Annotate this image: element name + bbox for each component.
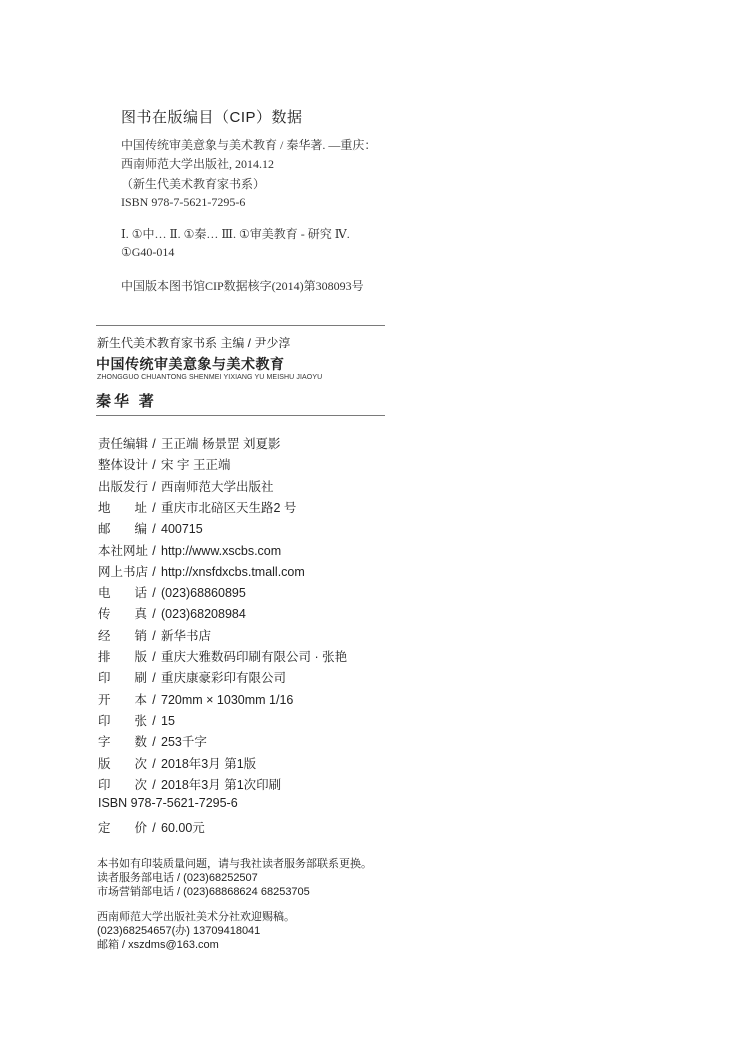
- footer-line: (023)68254657(办) 13709418041: [97, 925, 261, 937]
- info-row: [98, 732, 207, 750]
- book-title: 中国传统审美意象与美术教育: [96, 358, 285, 373]
- info-separator: /: [152, 437, 156, 451]
- book-author: 秦华 著: [96, 394, 157, 410]
- info-label: 字数: [98, 735, 147, 750]
- info-separator: /: [152, 586, 156, 601]
- info-row: [98, 690, 293, 708]
- cip-line: ①G40-014: [121, 245, 175, 259]
- cip-line: 中国版本图书馆CIP数据核字(2014)第308093号: [121, 279, 364, 293]
- info-value: 宋 宇 王正端: [161, 458, 231, 473]
- info-row: [98, 477, 274, 495]
- info-row: [98, 754, 256, 772]
- divider: [96, 325, 385, 326]
- info-value: http://xnsfdxcbs.tmall.com: [161, 564, 305, 579]
- footer-line: 西南师范大学出版社美术分社欢迎赐稿。: [97, 911, 295, 923]
- footer-line: 读者服务部电话 / (023)68252507: [97, 872, 258, 884]
- info-label: 责任编辑: [98, 437, 149, 451]
- cip-line: （新生代美术教育家书系）: [121, 177, 266, 191]
- divider: [96, 415, 385, 416]
- info-value: 2018年3月 第1次印刷: [161, 777, 282, 792]
- info-label: 传真: [98, 607, 147, 622]
- info-separator: /: [152, 671, 156, 686]
- cip-line: 西南师范大学出版社, 2014.12: [121, 157, 275, 171]
- info-value: 253千字: [161, 735, 207, 750]
- info-separator: /: [152, 756, 156, 771]
- info-label: 邮编: [98, 522, 147, 537]
- info-row: [98, 498, 296, 516]
- series-line: 新生代美术教育家书系 主编 / 尹少淳: [97, 336, 291, 350]
- info-separator: /: [152, 564, 156, 579]
- info-row: [98, 541, 281, 559]
- info-row: [98, 455, 230, 473]
- info-label: 版次: [98, 756, 147, 771]
- book-title-pinyin: ZHONGGUO CHUANTONG SHENMEI YIXIANG YU MEISHU JIAOYU: [97, 374, 323, 381]
- info-value: 60.00元: [161, 821, 205, 835]
- info-label: 排版: [98, 650, 147, 664]
- cip-line: Ⅰ. ①中… Ⅱ. ①秦… Ⅲ. ①审美教育 - 研究 Ⅳ.: [121, 227, 350, 241]
- info-label: 本社网址: [98, 543, 149, 558]
- info-separator: /: [152, 458, 156, 473]
- info-value: 2018年3月 第1版: [161, 756, 257, 771]
- info-value: 15: [161, 713, 175, 728]
- info-row: [98, 775, 281, 793]
- info-separator: /: [152, 735, 156, 750]
- info-value: (023)68208984: [161, 607, 246, 622]
- info-row: [98, 604, 246, 622]
- cip-line: ISBN 978-7-5621-7295-6: [121, 195, 246, 209]
- price-row: [98, 818, 205, 836]
- info-value: 西南师范大学出版社: [161, 479, 274, 494]
- info-separator: /: [152, 650, 156, 664]
- info-label: 地址: [98, 500, 147, 515]
- info-label: 印张: [98, 713, 147, 728]
- footer-line: 邮箱 / xszdms@163.com: [97, 939, 219, 951]
- info-label: 整体设计: [98, 458, 149, 473]
- info-separator: /: [152, 628, 156, 643]
- info-value: 重庆市北碚区天生路2 号: [161, 500, 297, 515]
- info-label: 电话: [98, 586, 147, 601]
- info-value: 王正端 杨景罡 刘夏影: [161, 437, 281, 451]
- footer-line: 本书如有印装质量问题，请与我社读者服务部联系更换。: [97, 858, 372, 870]
- info-value: http://www.xscbs.com: [161, 543, 282, 558]
- info-row: [98, 647, 347, 665]
- info-row: [98, 668, 286, 686]
- info-label: 印次: [98, 777, 147, 792]
- info-label: 印刷: [98, 671, 147, 686]
- info-value: 重庆康豪彩印有限公司: [161, 671, 287, 686]
- info-value: 720mm × 1030mm 1/16: [161, 692, 294, 707]
- info-label: 定价: [98, 821, 147, 835]
- info-separator: /: [152, 522, 156, 537]
- info-row: [98, 626, 211, 644]
- info-label: 网上书店: [98, 564, 149, 579]
- info-row: [98, 583, 246, 601]
- info-separator: /: [152, 692, 156, 707]
- info-row: [98, 519, 203, 537]
- info-value: 重庆大雅数码印刷有限公司 · 张艳: [161, 650, 348, 664]
- info-separator: /: [152, 543, 156, 558]
- info-row: [98, 562, 305, 580]
- info-separator: /: [152, 607, 156, 622]
- isbn: ISBN 978-7-5621-7295-6: [98, 796, 238, 810]
- info-label: 经销: [98, 628, 147, 643]
- info-separator: /: [152, 821, 156, 835]
- cip-heading: 图书在版编目（CIP）数据: [121, 109, 303, 126]
- info-label: 出版发行: [98, 479, 149, 494]
- info-separator: /: [152, 479, 156, 494]
- info-separator: /: [152, 500, 156, 515]
- info-label: 开本: [98, 692, 147, 707]
- info-value: 新华书店: [161, 628, 212, 643]
- info-separator: /: [152, 777, 156, 792]
- info-value: (023)68860895: [161, 586, 246, 601]
- footer-line: 市场营销部电话 / (023)68868624 68253705: [97, 886, 310, 898]
- info-value: 400715: [161, 522, 203, 537]
- info-row: [98, 711, 175, 729]
- cip-line: 中国传统审美意象与美术教育 / 秦华著. —重庆：: [121, 138, 377, 152]
- info-row: [98, 434, 280, 452]
- info-separator: /: [152, 713, 156, 728]
